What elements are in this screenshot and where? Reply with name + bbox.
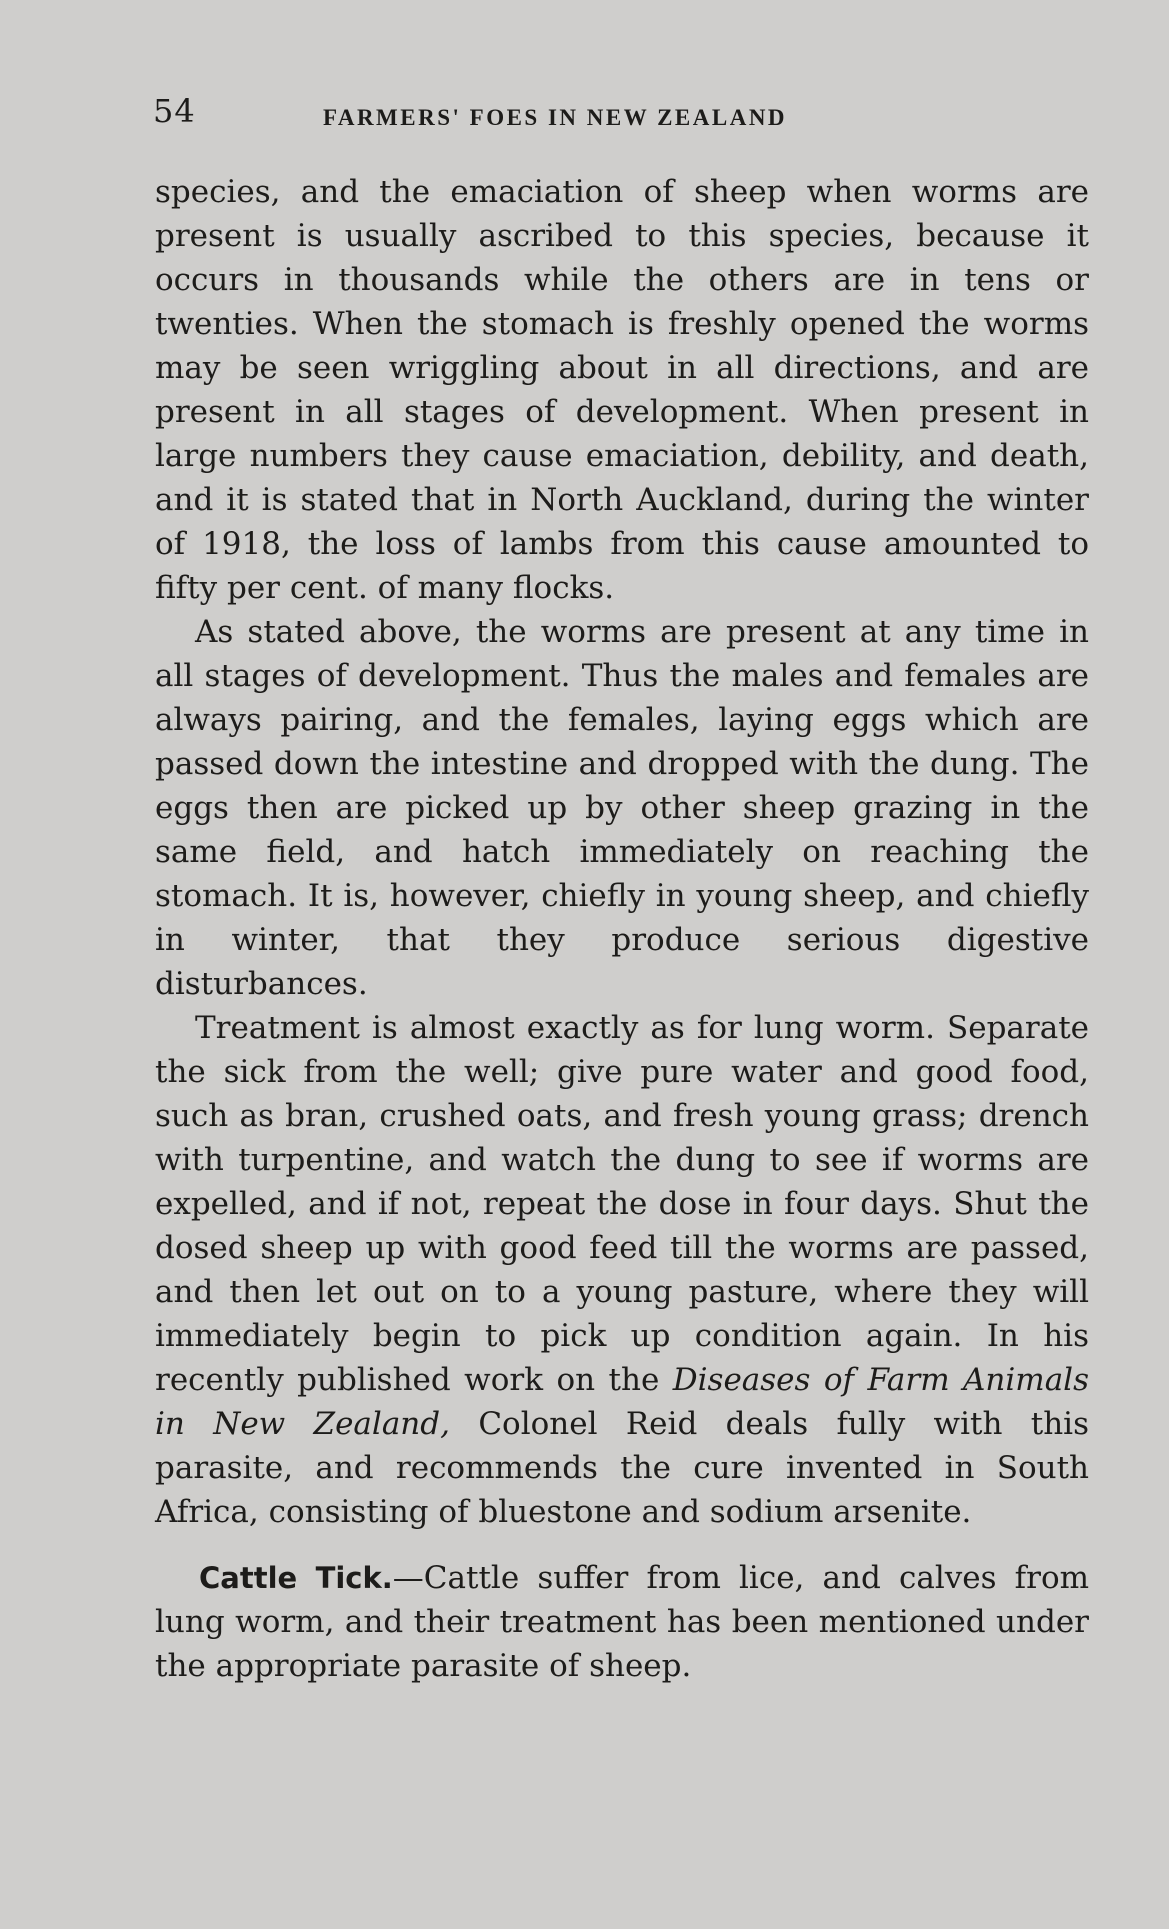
paragraph-2: As stated above, the worms are present at any time in all stages of development. Thus the males and females are always pairing, and the females, laying eggs which are passed down the intestine and dropped with the dung. The eggs then are picked up by other sheep grazing in the same field, and hatch immediately on reaching the stomach. It is, however, chiefly in young sheep, and chiefly in winter, that they produce serious digestive disturbances.: [155, 614, 1089, 1002]
body-text: [155, 170, 1089, 1688]
book-title-italic: Diseases of Farm Animals in New Zealand,: [155, 1362, 1090, 1442]
paragraph-1: species, and the emaciation of sheep when worms are present is usually ascribed to this species, because it occurs in thousands while the others are in tens or twenties. When the stomach is freshly opened the worms may be seen wriggling about in all directions, and are present in all stages of development. When present in large numbers they cause emaciation, debility, and death, and it is stated that in North Auckland, during the winter of 1918, the loss of lambs from this cause amounted to fifty per cent. of many flocks.: [155, 174, 1089, 606]
running-head: [153, 92, 1073, 142]
section-text: —Cattle suffer from lice, and calves from lung worm, and their treatment has been mentioned under the appropriate parasite of sheep.: [155, 1560, 1089, 1684]
section-heading: Cattle Tick.: [199, 1561, 393, 1595]
cattle-tick-section: [155, 1556, 1089, 1688]
paragraph-3-text-before: Treatment is almost exactly as for lung worm. Separate the sick from the well; give pure water and good food, such as bran, crushed oats, and fresh young grass; drench with turpentine, and watch the dung to see if worms are expelled, and if not, repeat the dose in four days. Shut the dosed sheep up with good feed till the worms are passed, and then let out on to a young pasture, where they will immediately begin to pick up condition again. In his recently published work on the: [155, 1010, 1089, 1398]
paragraph-3: [155, 1006, 1089, 1534]
paragraph-3-text-after: Colonel Reid deals fully with this parasite, and recommends the cure invented in South Africa, consisting of bluestone and sodium arsenite.: [155, 1406, 1090, 1530]
page-number: 54: [153, 92, 196, 130]
running-title: FARMERS' FOES IN NEW ZEALAND: [323, 105, 788, 130]
